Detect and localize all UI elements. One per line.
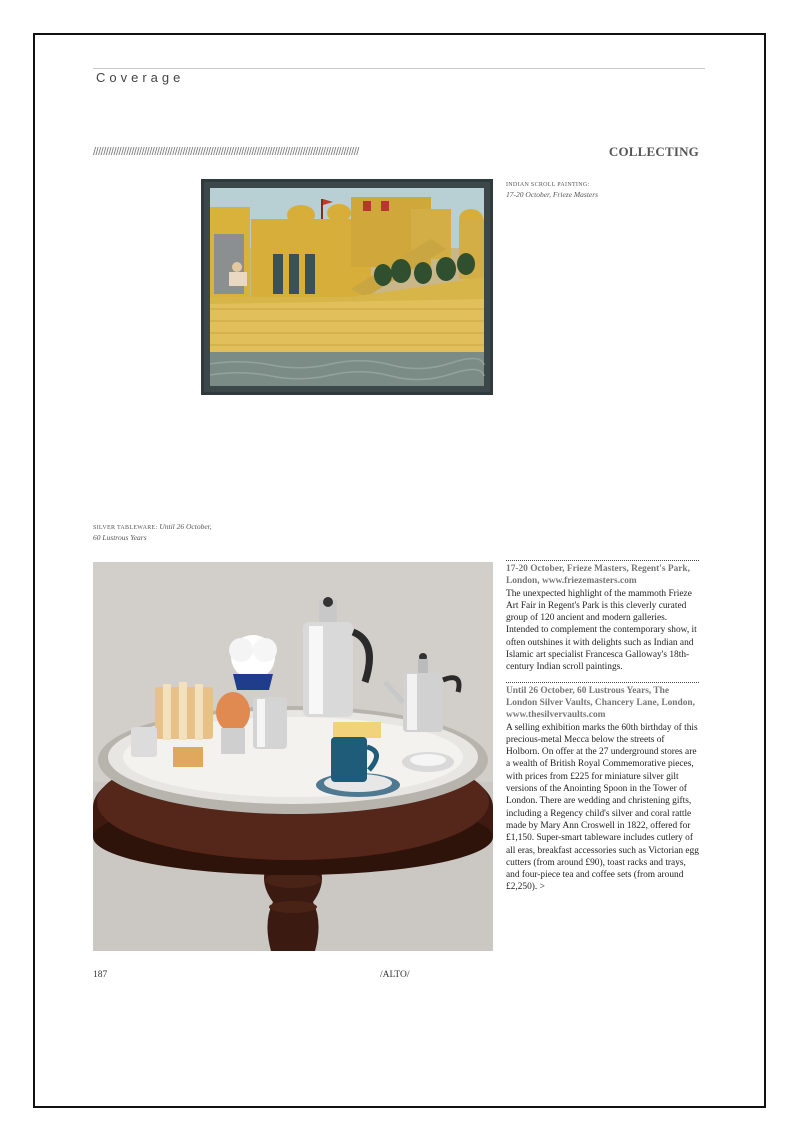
silver-caption-detail-line1: Until 26 October,: [159, 522, 212, 531]
silver-caption: [93, 522, 293, 543]
dotted-rule: [506, 560, 699, 561]
dotted-rule: [506, 682, 699, 683]
silver-tableware-photo: [93, 562, 493, 951]
article-body: A selling exhibition marks the 60th birthday of this precious-metal Mecca below the streets of Holborn. On offer at the 27 underground stores are a wealth of British Royal Commemorative pieces, with prices from £225 for miniature silver gilt versions of the Anointing Spoon in the Tower of London. There are wedding and christening gifts, including a Regency child's silver and coral rattle made by Mary Ann Croswell in 1822, offered for £1,150. Super-smart tableware includes cutlery of all eras, breakfast accessories such as Victorian egg cutters (from around £90), toast racks and trays, and four-piece tea and coffee sets (from around £2,250). >: [506, 722, 699, 893]
article-heading: 17-20 October, Frieze Masters, Regent's Park, London, www.friezemasters.com: [506, 564, 690, 587]
indian-scroll-painting-image: [201, 179, 493, 395]
magazine-name: /ALTO/: [380, 970, 410, 980]
slash-rule: ////////////////////////////////////////////////////////////////////////////////////////////////////////: [93, 146, 359, 158]
article-body: The unexpected highlight of the mammoth Frieze Art Fair in Regent's Park is this cleverly curated group of 120 ancient and modern galleries. Intended to complement the contemporary show, it often outshines it with delights such as Indian and Islamic art specialist Francesca Galloway's 18th-century Indian scroll paintings.: [506, 588, 697, 673]
painting-caption-detail: 17-20 October, Frieze Masters: [506, 190, 599, 199]
silver-caption-detail-line2: 60 Lustrous Years: [93, 533, 147, 542]
painting-caption: [506, 179, 656, 200]
section-label: Coverage: [96, 70, 185, 85]
section-header: [93, 144, 699, 160]
silver-caption-label: SILVER TABLEWARE:: [93, 525, 158, 531]
category-title: COLLECTING: [608, 144, 699, 159]
top-rule: [93, 68, 705, 69]
page-number: 187: [93, 970, 108, 980]
article-column: [506, 560, 699, 902]
article-heading: Until 26 October, 60 Lustrous Years, The London Silver Vaults, Chancery Lane, London, www.thesilvervaults.com: [506, 685, 695, 721]
painting-caption-label: INDIAN SCROLL PAINTING:: [506, 182, 590, 188]
